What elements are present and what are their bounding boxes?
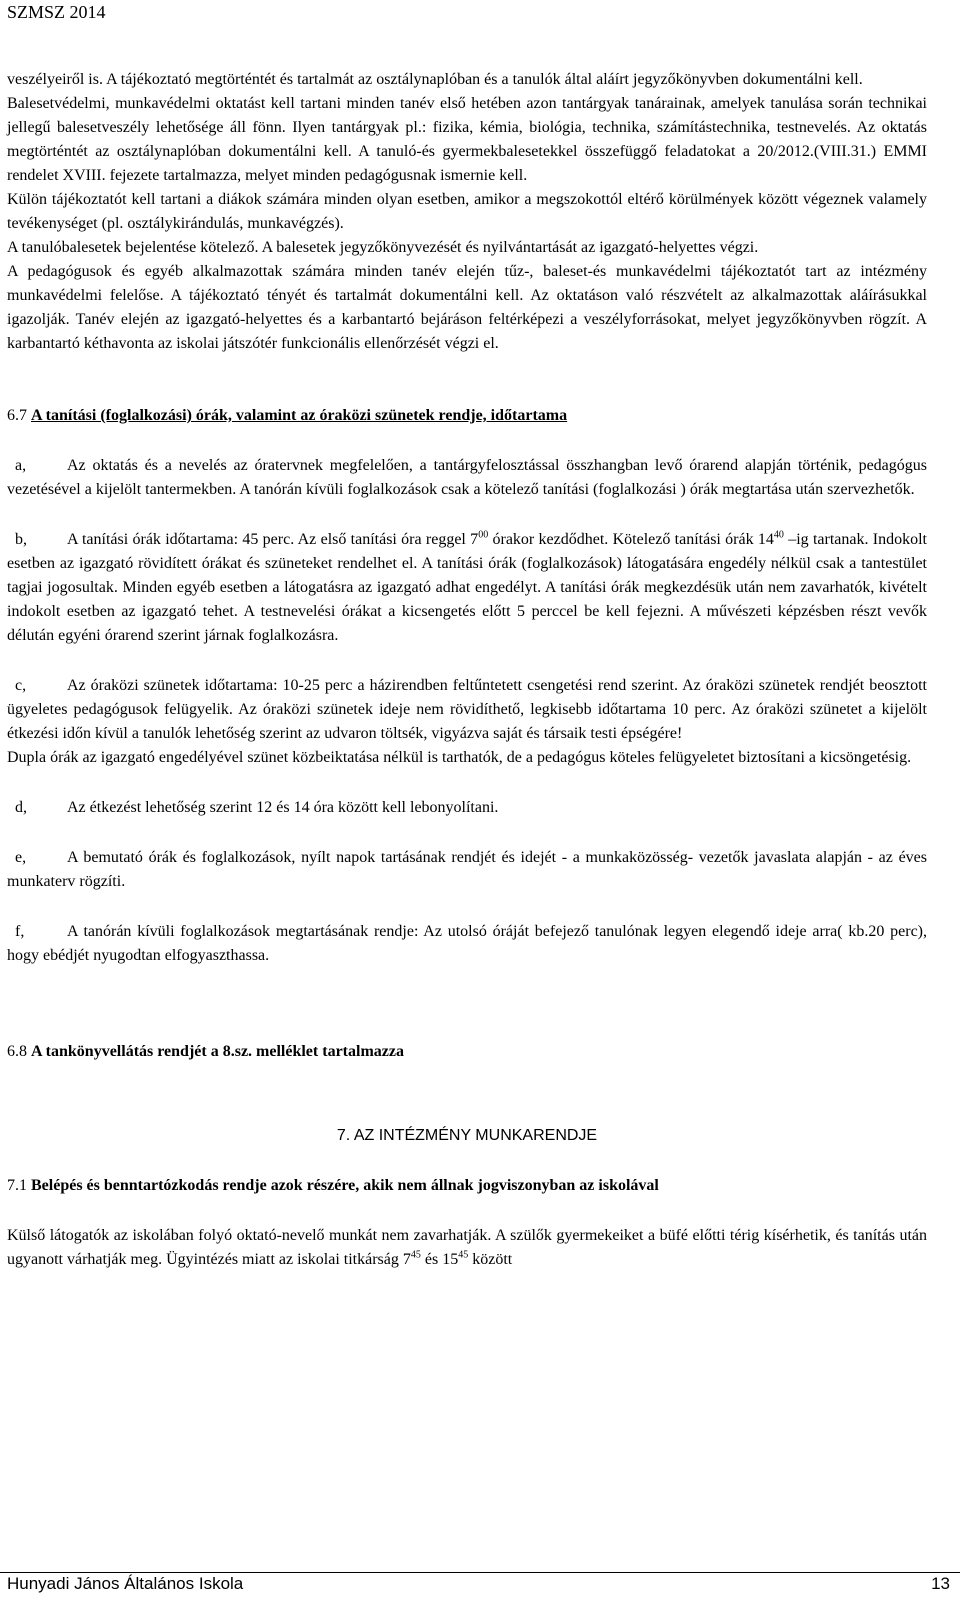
list-item-d [7,796,927,820]
document-body [7,68,927,1272]
item-text: A tanítási órák időtartama: 45 perc. Az első tanítási óra reggel 7 [67,531,479,548]
superscript: 00 [478,529,489,541]
item-label: e, [15,849,27,866]
superscript: 45 [458,1249,469,1261]
section-heading-7-1 [7,1174,927,1198]
section-heading-6-8 [7,1040,927,1064]
section-title: A tanítási (foglalkozási) órák, valamint az óraközi szünetek rendje, időtartama [31,407,568,424]
superscript: 40 [773,529,784,541]
paragraph-text: Külső látogatók az iskolában folyó oktató-nevelő munkát nem zavarhatják. A szülők gyermekeiket a büfé előtti térig kísérhetik, és tanítás után ugyanott várhatják meg. Ügyintézés miatt az iskolai titkárság 7 [7,1227,927,1268]
item-text: órakor kezdődhet. Kötelező tanítási órák 14 [488,531,774,548]
paragraph: A tanulóbalesetek bejelentése kötelező. A balesetek jegyzőkönyvezését és nyilvántartását az igazgató-helyettes végzi. [7,239,759,256]
item-text: A tanórán kívüli foglalkozások megtartásának rendje: Az utolsó óráját befejező tanulónak legyen elegendő ideje arra( kb.20 perc), hogy ebédjét nyugodtan elfogyaszthassa. [7,923,927,964]
item-text: A bemutató órák és foglalkozások, nyílt napok tartásának rendjét és idejét - a munkaközösség- vezetők javaslata alapján - az éves munkaterv rögzíti. [7,849,927,890]
item-text: Az étkezést lehetőség szerint 12 és 14 óra között kell lebonyolítani. [67,799,499,816]
paragraph-text: között [468,1251,513,1268]
item-label: a, [15,457,27,474]
chapter-title: 7. AZ INTÉZMÉNY MUNKARENDJE [336,1127,598,1144]
section-title: Belépés és benntartózkodás rendje azok részére, akik nem állnak jogviszonyban az iskolával [31,1177,659,1194]
list-item-c [7,674,927,746]
section-number: 6.7 [7,407,27,424]
superscript: 45 [410,1249,421,1261]
list-item-f [7,920,927,968]
item-label: d, [15,799,27,816]
list-item-a [7,454,927,502]
paragraph: Külön tájékoztatót kell tartani a diákok számára minden olyan esetben, amikor a megszokottól eltérő körülmények között végeznek valamely tevékenységet (pl. osztálykirándulás, munkavégzés). [7,191,927,232]
item-label: b, [15,531,27,548]
item-label: f, [15,923,25,940]
section-number: 7.1 [7,1177,27,1194]
paragraph [7,1224,927,1272]
paragraph: Dupla órák az igazgató engedélyével szünet közbeiktatása nélkül is tarthatók, de a pedagógus köteles felügyeletet biztosítani a kicsöngetésig. [7,749,912,766]
paragraph: Balesetvédelmi, munkavédelmi oktatást kell tartani minden tanév első hetében azon tantárgyak tanárainak, amelyek tanulása során technikai jellegű balesetveszély lehetősége áll fönn. Ilyen tantárgyak pl.: fizika, kémia, biológia, technika, számítástechnika, testnevelés. Az oktatás megtörténtét az osztálynaplóban dokumentálni kell. A tanuló-és gyermekbalesetekkel összefüggő feladatokat a 20/2012.(VIII.31.) EMMI rendelet XVIII. fejezete tartalmazza, melyet minden pedagógusnak ismernie kell. [7,95,927,184]
paragraph: A pedagógusok és egyéb alkalmazottak számára minden tanév elején tűz-, baleset-és munkavédelmi tájékoztatót tart az intézmény munkavédelmi felelőse. A tájékoztató tényét és tartalmát dokumentálni kell. Az oktatáson való részvételt az alkalmazottak aláírásukkal igazolják. Tanév elején az igazgató-helyettes és a karbantartó bejáráson feltérképezi a veszélyforrásokat, melyet jegyzőkönyvben rögzít. A karbantartó kéthavonta az iskolai játszótér funkcionális ellenőrzését végzi el. [7,263,927,352]
paragraph: veszélyeiről is. A tájékoztató megtörténtét és tartalmát az osztálynaplóban és a tanulók által aláírt jegyzőkönyvben dokumentálni kell. [7,71,863,88]
paragraph-text: és 15 [420,1251,459,1268]
item-text: Az oktatás és a nevelés az óratervnek megfelelően, a tantárgyfelosztással összhangban levő órarend alapján történik, pedagógus vezetésével a kijelölt tantermekben. A tanórán kívüli foglalkozások csak a kötelező tanítási (foglalkozási ) órák megtartása után szervezhetők. [7,457,927,498]
running-header: SZMSZ 2014 [7,2,106,22]
section-number: 6.8 [7,1043,27,1060]
item-text: Az óraközi szünetek időtartama: 10-25 perc a házirendben feltűntetett csengetési rend szerint. Az óraközi szünetek rendjét beosztott ügyeletes pedagógusok felügyelik. Az óraközi szünetek ideje nem rövidíthető, legkisebb időtartama 10 perc. Az óraközi szünetet a kijelölt étkezési időn kívül a tanulók lehetőség szerint az udvaron töltsék, vigyázva saját és társaik testi épségére! [7,677,927,742]
list-item-e [7,846,927,894]
page-number: 13 [931,1574,950,1593]
list-item-b [7,528,927,648]
section-heading-6-7 [7,404,927,428]
item-label: c, [15,677,27,694]
item-text: –ig tartanak. Indokolt esetben az igazgató rövidített órákat és szüneteket rendelhet el. A tanítási órák (foglalkozások) látogatására engedély nélkül csak a tantestület tagjai jogosultak. Minden egyéb esetben a látogatásra az igazgató adhat engedélyt. A tanítási órák megkezdésük után nem zavarhatók, kivételt indokolt esetben az igazgató tehet. A testnevelési órákat a kicsengetés előtt 5 perccel be kell fejezni. A művészeti képzésben részt vevők délután egyéni órarend szerint járnak foglalkozásra. [7,531,927,644]
footer-school-name: Hunyadi János Általános Iskola [7,1574,244,1593]
footer-divider [0,1572,960,1573]
section-title: A tankönyvellátás rendjét a 8.sz. melléklet tartalmazza [31,1043,404,1060]
